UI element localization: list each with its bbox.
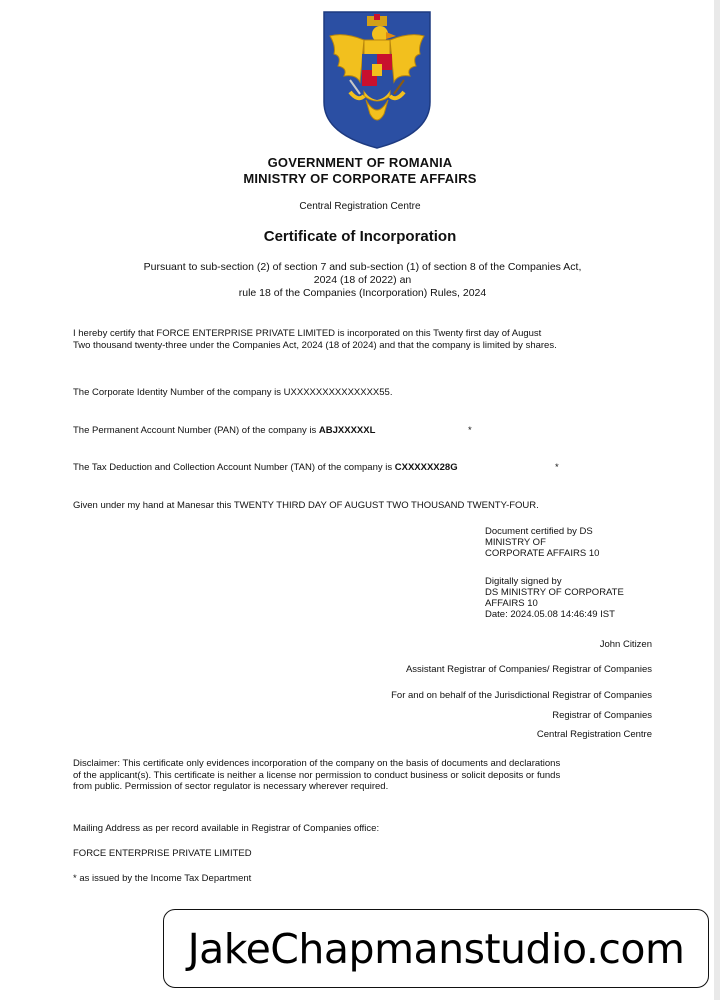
signatory-name: John Citizen <box>599 639 652 650</box>
certification-line: Two thousand twenty-three under the Companies Act, 2024 (18 of 2024) and that the company is limited by shares. <box>73 339 557 351</box>
pursuant-line: 2024 (18 of 2022) an <box>313 274 412 286</box>
tan-value: CXXXXXX28G <box>394 462 458 473</box>
watermark-banner <box>163 909 709 988</box>
government-name: GOVERNMENT OF ROMANIA <box>267 155 453 170</box>
cert-line: MINISTRY OF <box>485 537 546 548</box>
certification-paragraph <box>73 328 557 351</box>
tan-label: The Tax Deduction and Collection Account Number (TAN) of the company is <box>73 462 395 473</box>
cert-line: Document certified by DS <box>485 526 593 537</box>
disclaimer <box>73 758 633 793</box>
cert-line: CORPORATE AFFAIRS 10 <box>485 548 600 559</box>
signed-date: Date: 2024.05.08 14:46:49 IST <box>485 609 615 620</box>
government-heading <box>0 155 720 187</box>
signatory-role: Assistant Registrar of Companies/ Registrar of Companies <box>405 664 652 675</box>
pan-label: The Permanent Account Number (PAN) of the company is <box>73 425 319 436</box>
tan-statement <box>73 462 458 474</box>
cin-statement: The Corporate Identity Number of the company is UXXXXXXXXXXXXXX55. <box>73 387 393 398</box>
certification-line: I hereby certify that FORCE ENTERPRISE PRIVATE LIMITED is incorporated on this Twenty first day of August <box>73 328 542 339</box>
given-statement: Given under my hand at Manesar this TWENTY THIRD DAY OF AUGUST TWO THOUSAND TWENTY-FOUR. <box>73 500 539 511</box>
page-edge <box>714 0 720 1000</box>
registration-centre: Central Registration Centre <box>299 201 421 212</box>
disclaimer-line: Disclaimer: This certificate only evidences incorporation of the company on the basis of documents and declarations <box>73 758 561 769</box>
pan-value: ABJXXXXXL <box>318 425 376 436</box>
pursuant-line: Pursuant to sub-section (2) of section 7 and sub-section (1) of section 8 of the Companies Act, <box>143 261 582 273</box>
disclaimer-line: from public. Permission of sector regulator is necessary wherever required. <box>73 781 389 792</box>
pan-asterisk: * <box>468 425 472 436</box>
tan-asterisk: * <box>555 462 559 473</box>
watermark-text: JakeChapmanstudio.com <box>187 924 685 973</box>
registrar-title: Registrar of Companies <box>552 710 652 721</box>
certificate-title: Certificate of Incorporation <box>263 228 457 245</box>
romania-coat-of-arms-icon <box>320 10 434 150</box>
mailing-company-name: FORCE ENTERPRISE PRIVATE LIMITED <box>73 848 252 859</box>
ministry-name: MINISTRY OF CORPORATE AFFAIRS <box>243 171 477 186</box>
footnote: * as issued by the Income Tax Department <box>73 873 252 884</box>
pursuant-line: rule 18 of the Companies (Incorporation) Rules, 2024 <box>238 287 487 299</box>
digital-signature-block <box>485 576 624 620</box>
pan-statement <box>73 425 375 437</box>
mailing-address-label: Mailing Address as per record available in Registrar of Companies office: <box>73 823 380 834</box>
signed-line: DS MINISTRY OF CORPORATE <box>485 587 624 598</box>
behalf-statement: For and on behalf of the Jurisdictional Registrar of Companies <box>391 690 652 701</box>
disclaimer-line: of the applicant(s). This certificate is neither a license nor permission to conduct business or solicit deposits or funds <box>73 769 561 781</box>
certification-block <box>485 526 599 559</box>
registrar-centre: Central Registration Centre <box>536 729 652 740</box>
pursuant-statement <box>100 261 625 300</box>
signed-line: AFFAIRS 10 <box>485 598 538 609</box>
signed-line: Digitally signed by <box>485 576 562 587</box>
